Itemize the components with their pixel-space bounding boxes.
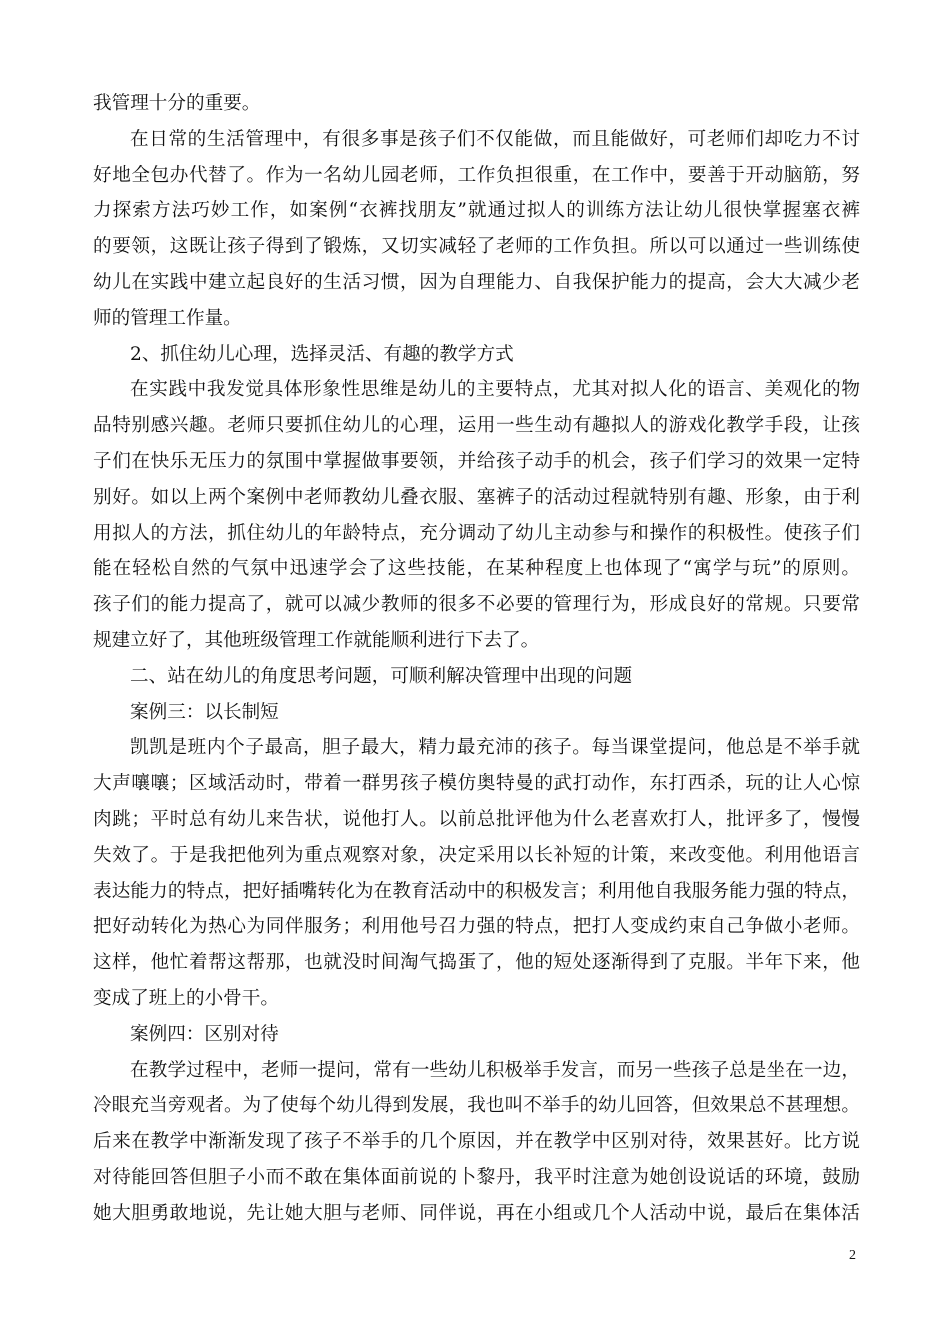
- text-line: 子们在快乐无压力的氛围中掌握做事要领，并给孩子动手的机会，孩子们学习的效果一定特: [93, 450, 860, 472]
- text-line: 这样，他忙着帮这帮那，也就没时间淘气捣蛋了，他的短处逐渐得到了克服。半年下来，他: [93, 952, 860, 974]
- text-line: 孩子们的能力提高了，就可以减少教师的很多不必要的管理行为，形成良好的常规。只要常: [93, 594, 860, 616]
- text-line: 冷眼充当旁观者。为了使每个幼儿得到发展，我也叫不举手的幼儿回答，但效果总不甚理想。: [93, 1095, 860, 1117]
- text-line: 二、站在幼儿的角度思考问题，可顺利解决管理中出现的问题: [130, 665, 633, 687]
- text-line: 对待能回答但胆子小而不敢在集体面前说的卜黎丹，我平时注意为她创设说话的环境，鼓励: [93, 1166, 860, 1188]
- text-line: 在教学过程中，老师一提问，常有一些幼儿积极举手发言，而另一些孩子总是坐在一边，: [130, 1059, 860, 1081]
- text-line: 肉跳；平时总有幼儿来告状，说他打人。以前总批评他为什么老喜欢打人，批评多了，慢慢: [93, 808, 860, 830]
- text-line: 2、抓住幼儿心理，选择灵活、有趣的教学方式: [130, 343, 514, 365]
- text-line: 把好动转化为热心为同伴服务；利用他号召力强的特点，把打人变成约束自己争做小老师。: [93, 916, 860, 938]
- text-line: 好地全包办代替了。作为一名幼儿园老师，工作负担很重，在工作中，要善于开动脑筋，努: [93, 164, 860, 186]
- text-line: 案例三：以长制短: [130, 701, 279, 723]
- text-line: 师的管理工作量。: [93, 307, 242, 329]
- document-body: [93, 86, 860, 1232]
- text-line: 我管理十分的重要。: [93, 93, 261, 114]
- page-number: 2: [849, 1248, 856, 1263]
- text-line: 失效了。于是我把他列为重点观察对象，决定采用以长补短的计策，来改变他。利用他语言: [93, 844, 860, 866]
- text-line: 变成了班上的小骨干。: [93, 987, 279, 1009]
- text-line: 规建立好了，其他班级管理工作就能顺利进行下去了。: [93, 629, 540, 651]
- text-line: 力探索方法巧妙工作，如案例“衣裤找朋友”就通过拟人的训练方法让幼儿很快掌握塞衣裤: [93, 200, 860, 222]
- text-line: 幼儿在实践中建立起良好的生活习惯，因为自理能力、自我保护能力的提高，会大大减少老: [93, 271, 860, 293]
- text-line: 的要领，这既让孩子得到了锻炼，又切实减轻了老师的工作负担。所以可以通过一些训练使: [93, 236, 860, 258]
- text-line: 凯凯是班内个子最高，胆子最大，精力最充沛的孩子。每当课堂提问，他总是不举手就: [130, 737, 860, 759]
- text-line: 别好。如以上两个案例中老师教幼儿叠衣服、塞裤子的活动过程就特别有趣、形象，由于利: [93, 486, 860, 508]
- text-line: 后来在教学中渐渐发现了孩子不举手的几个原因，并在教学中区别对待，效果甚好。比方说: [93, 1131, 860, 1153]
- text-line: 用拟人的方法，抓住幼儿的年龄特点，充分调动了幼儿主动参与和操作的积极性。使孩子们: [93, 522, 860, 544]
- text-line: 表达能力的特点，把好插嘴转化为在教育活动中的积极发言；利用他自我服务能力强的特点，: [93, 880, 860, 902]
- text-line: 品特别感兴趣。老师只要抓住幼儿的心理，运用一些生动有趣拟人的游戏化教学手段，让孩: [93, 415, 860, 437]
- text-line: 在日常的生活管理中，有很多事是孩子们不仅能做，而且能做好，可老师们却吃力不讨: [130, 128, 860, 150]
- text-line: 大声嚷嚷；区域活动时，带着一群男孩子模仿奥特曼的武打动作，东打西杀，玩的让人心惊: [93, 773, 860, 795]
- text-line: 她大胆勇敢地说，先让她大胆与老师、同伴说，再在小组或几个人活动中说，最后在集体活: [93, 1202, 860, 1224]
- text-line: 在实践中我发觉具体形象性思维是幼儿的主要特点，尤其对拟人化的语言、美观化的物: [130, 379, 860, 401]
- text-line: 案例四：区别对待: [130, 1023, 279, 1045]
- text-line: 能在轻松自然的气氛中迅速学会了这些技能，在某种程度上也体现了“寓学与玩”的原则。: [93, 558, 860, 580]
